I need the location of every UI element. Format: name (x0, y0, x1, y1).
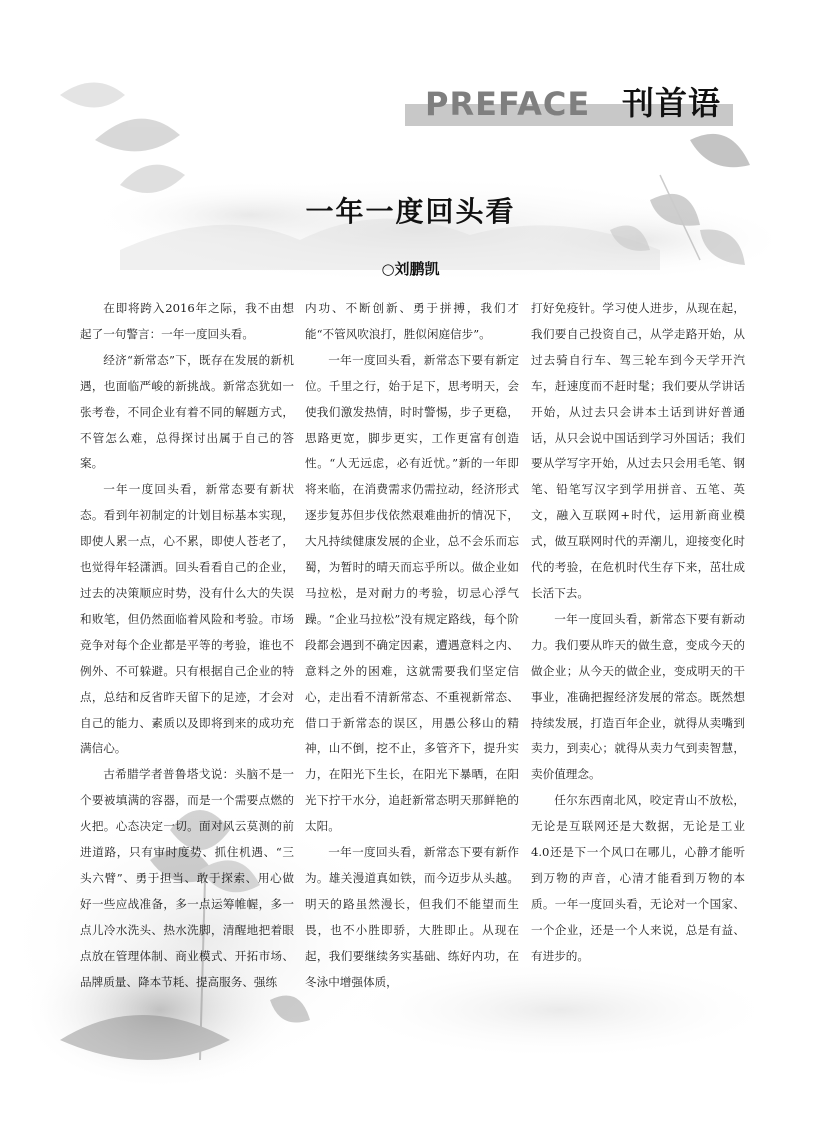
paragraph: 古希腊学者普鲁塔戈说：头脑不是一个要被填满的容器，而是一个需要点燃的火把。心态决定一切。面对风云莫测的前进道路，只有审时度势、抓住机遇、“三头六臂”、勇于担当、敢于探索、用心做好一些应战准备，多一点运筹帷幄，多一点儿冷水洗头、热水洗脚，清醒地把着眼点放在管理体制、商业模式、开拓市场、品牌质量、降本节耗、提高服务、强练 (80, 767, 294, 989)
text-column-1 (80, 296, 294, 996)
paragraph: 一年一度回头看，新常态下要有新动力。我们要从昨天的做生意，变成今天的做企业；从今天的做企业，变成明天的干事业，准确把握经济发展的常态。既然想持续发展，打造百年企业，就得从卖嘴到卖力，到卖心；就得从卖力气到卖智慧，卖价值理念。 (531, 611, 745, 782)
paragraph: 任尔东西南北风，咬定青山不放松，无论是互联网还是大数据，无论是工业4.0还是下一个风口在哪儿，心静才能听到万物的声音，心清才能看到万物的本质。一年一度回头看，无论对一个国家、一个企业，还是一个人来说，总是有益、有进步的。 (531, 793, 745, 963)
leaf-decoration (60, 83, 185, 194)
text-column-3 (531, 296, 745, 996)
article-title: 一年一度回头看 (305, 195, 516, 228)
preface-chinese-label: 刊首语 (622, 84, 722, 122)
preface-label: PREFACE (425, 85, 591, 123)
paragraph-continuation: 内功、不断创新、勇于拼搏，我们才能“不管风吹浪打，胜似闲庭信步”。 (305, 301, 519, 341)
paragraph: 在即将跨入2016年之际，我不由想起了一句警言：一年一度回头看。 (80, 301, 294, 341)
article-author: ○刘鹏凯 (381, 260, 440, 278)
paragraph-continuation: 打好免疫针。学习使人进步，从现在起，我们要自己投资自己，从学走路开始，从过去骑自行车、驾三轮车到今天学开汽车，赶速度而不赶时髦；我们要从学讲话开始，从过去只会讲本土话到讲好普通话，从只会说中国话到学习外国话；我们要从学写字开始，从过去只会用毛笔、钢笔、铅笔写汉字到学用拼音、五笔、英文，融入互联网+时代，运用新商业模式，做互联网时代的弄潮儿，迎接变化时代的考验，在危机时代生存下来，茁壮成长活下去。 (531, 301, 745, 600)
paragraph: 一年一度回头看，新常态下要有新定位。千里之行，始于足下，思考明天，会使我们激发热情，时时警惕，步子更稳，思路更宽，脚步更实，工作更富有创造性。“人无远虑，必有近忧。”新的一年即将来临，在消费需求仍需拉动，经济形式逐步复苏但步伐依然艰难曲折的情况下，大凡持续健康发展的企业，总不会乐而忘蜀，为暂时的晴天而忘乎所以。做企业如马拉松，是对耐力的考验，切忌心浮气躁。“企业马拉松”没有规定路线，每个阶段都会遇到不确定因素，遭遇意料之内、意料之外的困难，这就需要我们坚定信心，走出看不清新常态、不重视新常态、借口于新常态的误区，用愚公移山的精神，山不倒，挖不止，多管齐下，提升实力，在阳光下生长，在阳光下暴晒，在阳光下拧干水分，追赶新常态明天那鲜艳的太阳。 (305, 352, 519, 834)
paragraph: 一年一度回头看，新常态下要有新作为。雄关漫道真如铁，而今迈步从头越。明天的路虽然漫长，但我们不能望而生畏，也不小胜即骄，大胜即止。从现在起，我们要继续务实基础、练好内功，在冬泳中增强体质， (305, 845, 519, 989)
paragraph: 经济“新常态”下，既存在发展的新机遇，也面临严峻的新挑战。新常态犹如一张考卷，不同企业有着不同的解题方式，不管怎么难，总得探讨出属于自己的答案。 (80, 352, 294, 471)
text-column-2 (305, 296, 519, 996)
paragraph: 一年一度回头看，新常态要有新状态。看到年初制定的计划目标基本实现，即使人累一点，心不累，即使人苍老了，也觉得年轻潇洒。回头看看自己的企业，过去的决策顺应时势，没有什么大的失误和败笔，但仍然面临着风险和考验。市场竞争对每个企业都是平等的考验，谁也不例外、不可躲避。只有根据自己企业的特点，总结和反省昨天留下的足迹，才会对自己的能力、素质以及即将到来的成功充满信心。 (80, 482, 294, 756)
